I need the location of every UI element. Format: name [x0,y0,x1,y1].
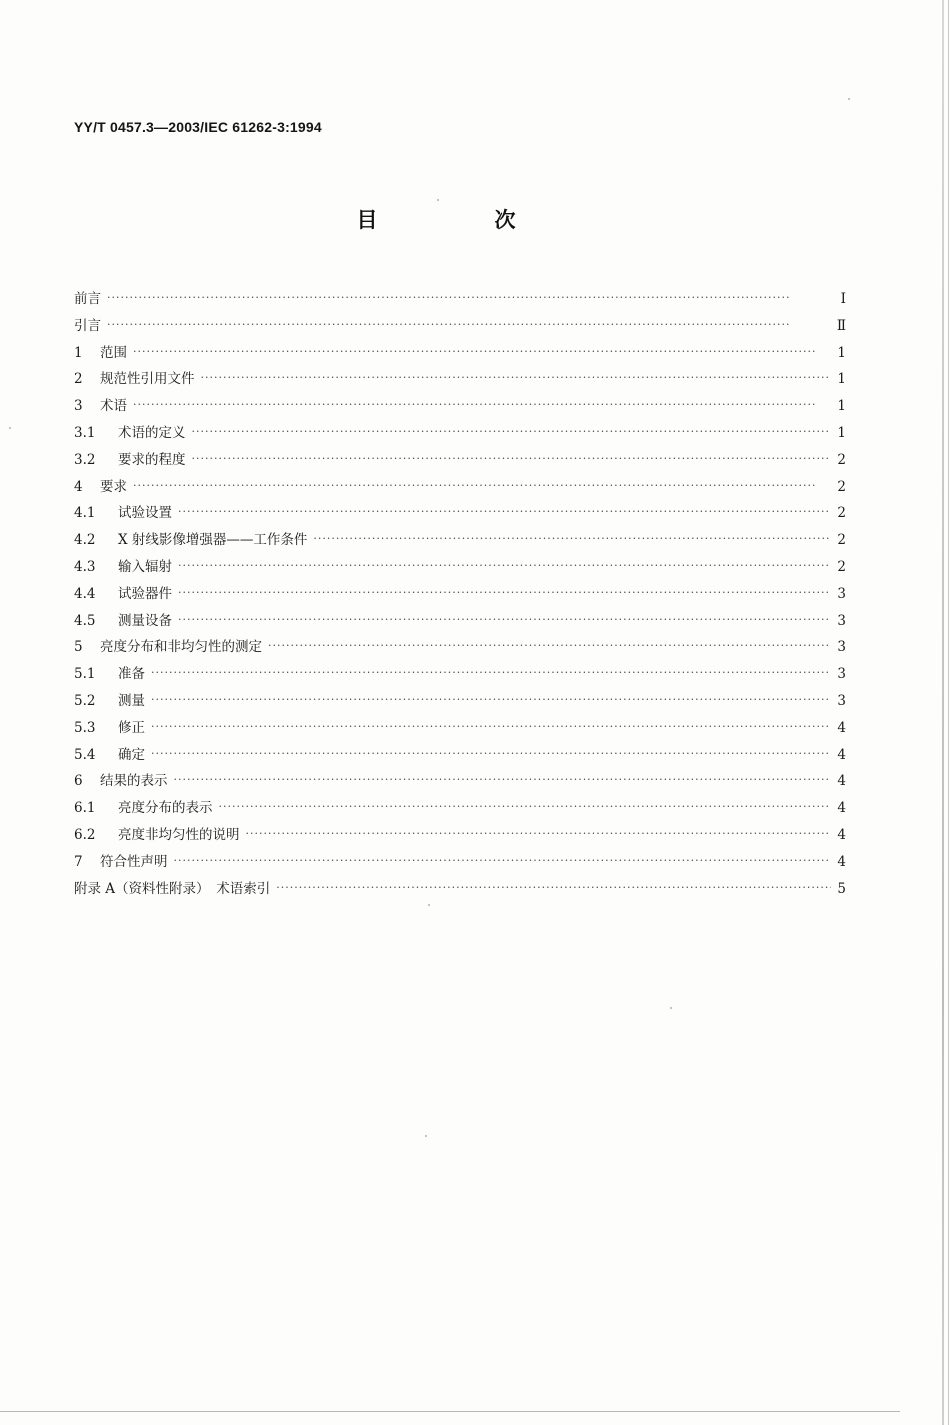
toc-entry[interactable] [74,527,846,554]
toc-entry-page: 4 [837,800,846,817]
toc-entry-page: 4 [837,773,846,790]
toc-entry-page: 1 [837,344,846,361]
toc-entry-label: X 射线影像增强器——工作条件 [118,532,308,549]
toc-entry-page: 2 [837,451,846,468]
toc-entry-label: 要求 [100,478,127,495]
toc-entry-label: 符合性声明 [100,853,168,870]
toc-entry-page: 2 [837,558,846,575]
toc-entry[interactable] [74,876,846,903]
scan-speck [848,98,850,100]
toc-entry-page: 4 [837,746,846,763]
scan-speck [9,427,11,429]
toc-entry-number: 3 [74,398,83,415]
toc-entry-number: 4.4 [74,585,96,602]
toc-entry[interactable] [74,474,846,501]
toc-leader-dots [201,365,832,392]
table-of-contents [74,286,846,902]
toc-entry-page: 1 [837,424,846,441]
toc-entry-number: 6.1 [74,800,96,817]
toc-entry[interactable] [74,688,846,715]
toc-entry-number: 4.2 [74,532,96,549]
toc-entry[interactable] [74,393,846,420]
toc-leader-dots [174,848,832,875]
toc-entry-page: 3 [837,639,846,656]
toc-entry-label: 测量 [118,692,145,709]
toc-entry[interactable] [74,581,846,608]
page-title: 目 次 [356,208,564,232]
toc-entry-label: 准备 [118,666,145,683]
toc-leader-dots [151,660,831,687]
toc-leader-dots [219,794,832,821]
scan-speck [425,1135,427,1137]
toc-entry[interactable] [74,849,846,876]
toc-leader-dots [192,419,832,446]
toc-entry[interactable] [74,768,846,795]
toc-entry-number: 7 [74,853,83,870]
toc-entry[interactable] [74,634,846,661]
toc-entry-label: 输入辐射 [118,558,172,575]
toc-leader-dots [178,580,831,607]
toc-leader-dots [178,499,831,526]
toc-entry-label: 术语 [100,398,127,415]
toc-entry-label: 亮度分布的表示 [118,800,213,817]
toc-entry-label: 试验设置 [118,505,172,522]
toc-leader-dots [107,312,831,339]
toc-entry-label: 试验器件 [118,585,172,602]
toc-entry[interactable] [74,366,846,393]
scan-edge-shadow [942,0,944,1425]
toc-entry-number: 2 [74,371,83,388]
toc-entry-page: 4 [837,719,846,736]
toc-entry[interactable] [74,420,846,447]
toc-entry[interactable] [74,554,846,581]
toc-entry-number: 5 [74,639,83,656]
toc-entry-label: 术语的定义 [118,424,186,441]
toc-entry-page: 2 [837,505,846,522]
toc-entry-number: 6.2 [74,826,96,843]
toc-entry[interactable] [74,500,846,527]
scan-speck [670,1007,672,1009]
toc-entry-page: 2 [837,478,846,495]
toc-leader-dots [313,526,831,553]
toc-entry[interactable] [74,313,846,340]
toc-entry[interactable] [74,286,846,313]
scan-edge-line [948,0,949,1425]
toc-leader-dots [276,875,831,902]
toc-entry-page: 3 [837,692,846,709]
toc-entry-label: 要求的程度 [118,451,186,468]
toc-entry[interactable] [74,715,846,742]
toc-entry-page: 4 [837,853,846,870]
toc-entry-page: 1 [837,371,846,388]
toc-entry-number: 3.2 [74,451,96,468]
toc-entry[interactable] [74,742,846,769]
toc-entry-page: 2 [837,532,846,549]
toc-entry-label: 亮度分布和非均匀性的测定 [100,639,262,656]
toc-entry-number: 4.3 [74,558,96,575]
toc-leader-dots [192,446,832,473]
toc-entry-number: 3.1 [74,424,96,441]
toc-leader-dots [133,473,831,500]
toc-entry-number: 5.1 [74,666,96,683]
toc-entry-label: 前言 [74,291,101,307]
toc-entry-label: 范围 [100,344,127,361]
toc-leader-dots [174,767,832,794]
toc-entry-number: 5.4 [74,746,96,763]
toc-entry-label: 亮度非均匀性的说明 [118,826,240,843]
toc-entry-page: 3 [837,666,846,683]
standard-number: YY/T 0457.3—2003/IEC 61262-3:1994 [74,119,322,135]
toc-leader-dots [246,821,832,848]
toc-entry[interactable] [74,340,846,367]
toc-leader-dots [268,633,831,660]
toc-entry-number: 6 [74,773,83,790]
toc-entry-number: 1 [74,344,83,361]
scan-speck [428,904,430,906]
toc-entry-label: 引言 [74,317,101,334]
toc-entry-page: 3 [837,585,846,602]
toc-entry[interactable] [74,822,846,849]
toc-entry[interactable] [74,661,846,688]
toc-entry-page: Ⅱ [836,317,846,334]
toc-leader-dots [178,553,831,580]
scan-bottom-line [0,1411,900,1412]
toc-entry-page: Ⅰ [840,291,846,307]
toc-entry-label: 修正 [118,719,145,736]
toc-entry-page: 3 [837,612,846,629]
toc-entry-label: 规范性引用文件 [100,371,195,388]
toc-entry[interactable] [74,795,846,822]
scan-speck [437,199,439,201]
toc-entry-page: 4 [837,826,846,843]
toc-entry-number: 4.1 [74,505,96,522]
toc-leader-dots [151,741,831,768]
toc-entry-number: 4 [74,478,83,495]
toc-entry-label: 测量设备 [118,612,172,629]
toc-entry[interactable] [74,447,846,474]
toc-leader-dots [151,714,831,741]
toc-leader-dots [178,607,831,634]
toc-entry-number: 4.5 [74,612,96,629]
toc-entry[interactable] [74,608,846,635]
toc-leader-dots [133,339,831,366]
toc-leader-dots [151,687,831,714]
toc-entry-page: 1 [837,398,846,415]
toc-entry-label: 结果的表示 [100,773,168,790]
toc-entry-number: 5.2 [74,692,96,709]
toc-leader-dots [107,285,832,312]
toc-entry-label: 附录 A（资料性附录） 术语索引 [74,880,271,897]
toc-entry-label: 确定 [118,746,145,763]
toc-entry-number: 5.3 [74,719,96,736]
toc-leader-dots [133,392,831,419]
toc-entry-page: 5 [837,880,846,897]
